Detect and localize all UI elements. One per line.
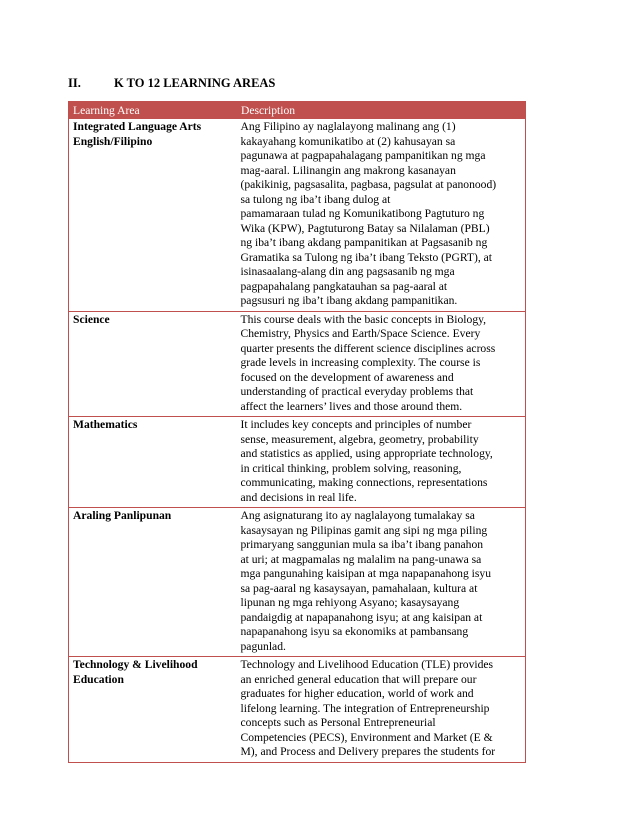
table-row — [69, 119, 526, 312]
column-header-learning-area: Learning Area — [69, 102, 237, 119]
description-line: pagsusuri ng iba’t ibang akdang pampanitikan. — [240, 294, 458, 307]
section-title: K TO 12 LEARNING AREAS — [114, 76, 276, 90]
description-cell — [237, 508, 526, 657]
description-line: graduates for higher education, world of work and — [240, 687, 474, 700]
description-cell — [237, 119, 526, 312]
description-line: sense, measurement, algebra, geometry, probability — [240, 432, 479, 446]
description-line: primaryang sanggunian mula sa iba’t ibang panahon — [240, 538, 484, 551]
description-line: understanding of practical everyday problems that — [240, 385, 474, 398]
description-line: lifelong learning. The integration of Entrepreneurship — [240, 701, 490, 715]
description-cell — [237, 417, 526, 508]
learning-area-name: Integrated Language Arts — [73, 120, 202, 133]
description-line: Chemistry, Physics and Earth/Space Science. Every — [240, 327, 481, 340]
description-line: pagunawa at pagpapahalagang pampanitikan ng mga — [240, 149, 486, 162]
description-line: It includes key concepts and principles of number — [240, 418, 472, 431]
description-line: Ang Filipino ay naglalayong malinang ang (1) — [240, 120, 456, 133]
description-cell — [237, 311, 526, 417]
column-header-description: Description — [237, 102, 526, 119]
learning-area-name: English/Filipino — [73, 134, 153, 148]
description-line: mag-aaral. Lilinangin ang makrong kasanayan — [240, 163, 456, 177]
description-line: kasaysayan ng Pilipinas gamit ang sipi ng mga piling — [240, 523, 488, 537]
description-line: pamamaraan tulad ng Komunikatibong Pagtuturo ng — [240, 207, 485, 220]
description-line: This course deals with the basic concepts in Biology, — [240, 312, 487, 326]
table-row — [69, 311, 526, 417]
table-row — [69, 417, 526, 508]
description-line: Gramatika sa Tulong ng iba’t ibang Teksto (PGRT), at — [240, 250, 492, 264]
learning-area-cell — [69, 508, 237, 657]
description-line: quarter presents the different science disciplines across — [240, 341, 496, 355]
description-line: ng iba’t ibang akdang pampanitikan at Pagsasanib ng — [240, 236, 488, 249]
description-line: kakayahang komunikatibo at (2) kahusayan sa — [240, 134, 456, 148]
learning-area-name: Araling Panlipunan — [73, 509, 172, 522]
table-row — [69, 657, 526, 763]
description-line: at uri; at magpamalas ng malalim na pang-unawa sa — [240, 552, 482, 566]
description-line: focused on the development of awareness and — [240, 370, 454, 384]
table-row — [69, 508, 526, 657]
description-line: concepts such as Personal Entrepreneurial — [240, 716, 436, 729]
description-line: Wika (KPW), Pagtuturong Batay sa Nilalaman (PBL) — [240, 221, 490, 235]
description-line: affect the learners’ lives and those around them. — [240, 399, 463, 413]
description-line: grade levels in increasing complexity. The course is — [240, 356, 481, 369]
learning-area-cell — [69, 657, 237, 763]
description-line: napapanahong isyu sa ekonomiks at pambansang — [240, 625, 469, 638]
description-line: and decisions in real life. — [240, 490, 357, 504]
description-line: Ang asignaturang ito ay naglalayong tumalakay sa — [240, 509, 475, 522]
section-heading — [68, 76, 275, 91]
description-line: M), and Process and Delivery prepares the students for — [240, 745, 496, 758]
learning-area-name: Education — [73, 672, 124, 686]
learning-area-name: Mathematics — [73, 418, 138, 431]
description-line: an enriched general education that will prepare our — [240, 672, 477, 686]
learning-areas-table — [68, 101, 526, 763]
description-line: Competencies (PECS), Environment and Market (E & — [240, 730, 493, 744]
description-line: isinasaalang-alang din ang pagsasanib ng mga — [240, 265, 455, 278]
description-line: lipunan ng mga rehiyong Asyano; kasaysayang — [240, 596, 460, 609]
description-line: (pakikinig, pagsasalita, pagbasa, pagsulat at panonood) — [240, 178, 497, 191]
learning-area-cell — [69, 417, 237, 508]
table-header-row — [69, 102, 526, 119]
description-line: sa tulong ng iba’t ibang dulog at — [240, 192, 391, 206]
description-cell — [237, 657, 526, 763]
description-line: Technology and Livelihood Education (TLE) provides — [240, 658, 494, 671]
description-line: mga pangunahing kaisipan at mga napapanahong isyu — [240, 567, 491, 580]
description-line: in critical thinking, problem solving, reasoning, — [240, 461, 462, 475]
learning-area-cell — [69, 119, 237, 312]
description-line: and statistics as applied, using appropriate technology, — [240, 447, 493, 460]
learning-area-cell — [69, 311, 237, 417]
description-line: pagpapahalang pangkatauhan sa pag-aaral at — [240, 279, 448, 293]
section-number: II. — [68, 76, 81, 90]
learning-area-name: Technology & Livelihood — [73, 658, 198, 671]
description-line: sa pag-aaral ng kasaysayan, pamahalaan, kultura at — [240, 581, 478, 595]
description-line: pandaigdig at napapanahong isyu; at ang kaisipan at — [240, 610, 483, 624]
description-line: pagunlad. — [240, 639, 286, 653]
description-line: communicating, making connections, representations — [240, 476, 488, 489]
learning-area-name: Science — [73, 312, 110, 326]
